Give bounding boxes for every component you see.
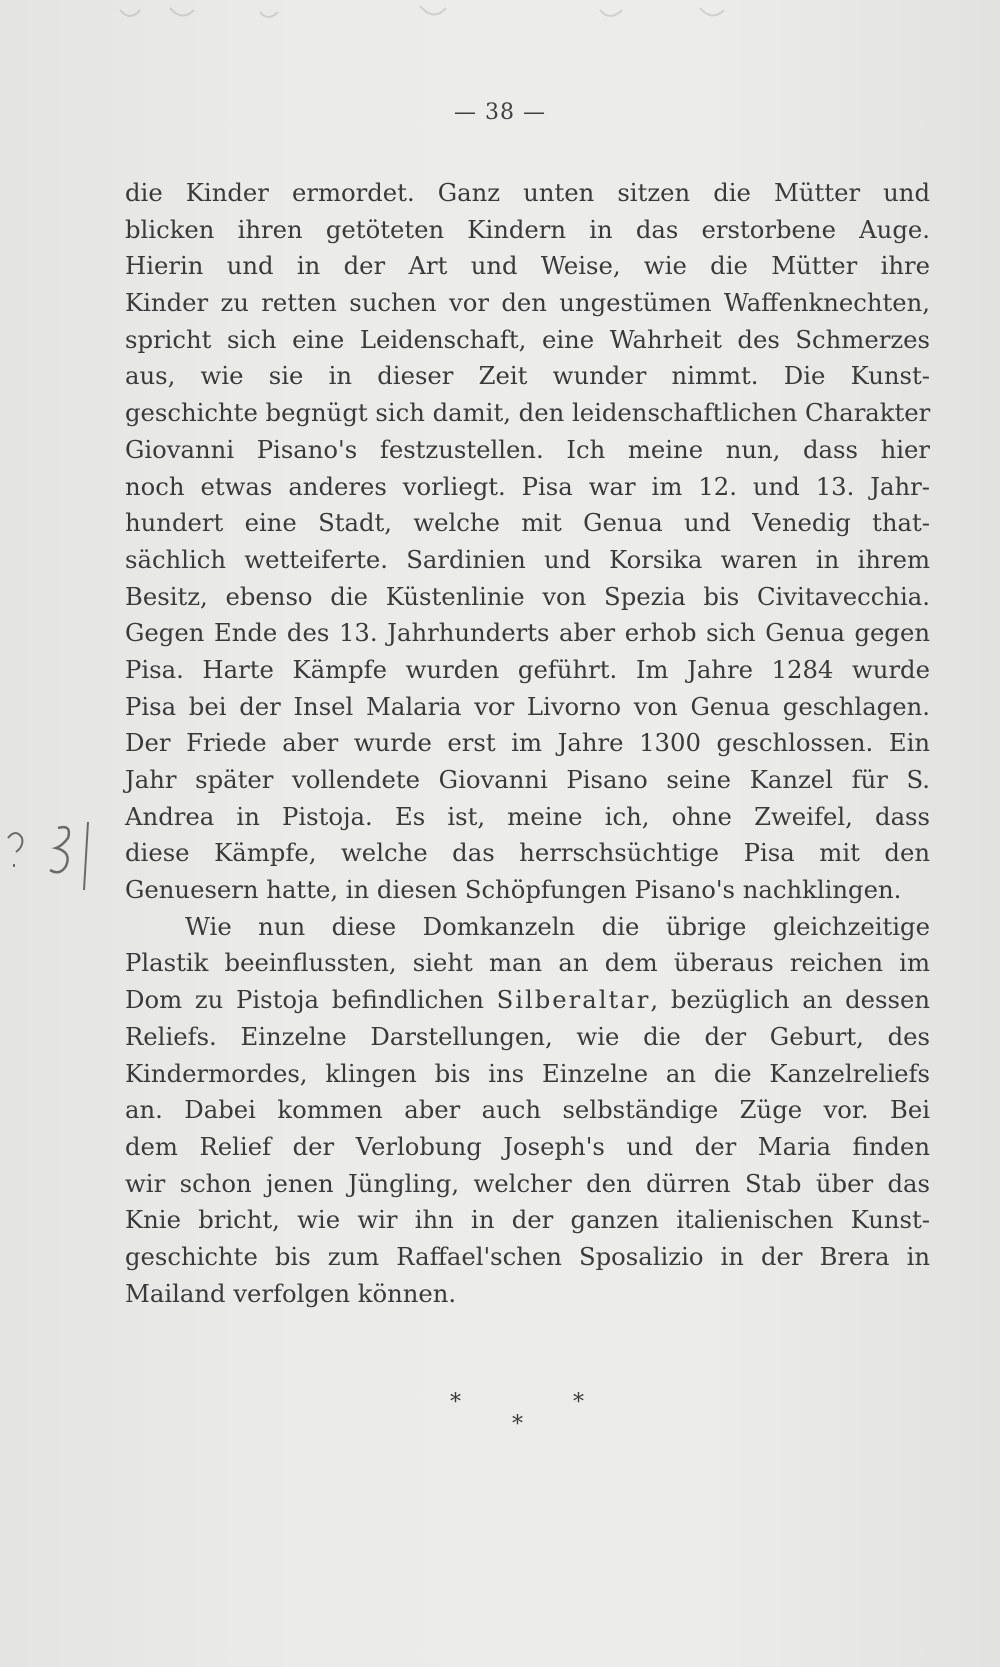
text-line: Andrea in Pistoja. Es ist, meine ich, ohne Zweifel, dass	[125, 801, 930, 831]
text-line: geschichte bis zum Raffael'schen Sposalizio in der Brera in	[125, 1241, 930, 1271]
asterisk: *	[450, 1390, 461, 1415]
text-line: Pisa bei der Insel Malaria vor Livorno von Genua geschlagen.	[125, 691, 930, 721]
text-line: Giovanni Pisano's festzustellen. Ich meine nun, dass hier	[125, 434, 930, 464]
text-line: spricht sich eine Leidenschaft, eine Wahrheit des Schmerzes	[125, 324, 930, 354]
text-line: die Kinder ermordet. Ganz unten sitzen die Mütter und	[125, 178, 930, 207]
text-line-silberaltar	[125, 982, 930, 1019]
text-fragment: Dom zu Pistoja befindlichen	[125, 985, 497, 1015]
text-line: sächlich wetteiferte. Sardinien und Korsika waren in ihrem	[125, 544, 930, 574]
paragraph-first-line: Wie nun diese Domkanzeln die übrige gleichzeitige	[185, 911, 930, 941]
text-line: Reliefs. Einzelne Darstellungen, wie die der Geburt, des	[125, 1021, 930, 1051]
asterisk: *	[573, 1390, 584, 1415]
text-line: Hierin und in der Art und Weise, wie die Mütter ihre	[125, 251, 930, 281]
asterisk: *	[512, 1412, 523, 1437]
text-line: Mailand verfolgen können.	[125, 1278, 457, 1308]
body-text	[125, 175, 930, 1312]
spaced-emphasis: Silberaltar	[496, 985, 651, 1015]
handwritten-margin-note	[0, 820, 110, 930]
text-line: Kinder zu retten suchen vor den ungestümen Waffenknechten,	[125, 288, 930, 318]
bleed-through-marks	[0, 0, 1000, 40]
text-line: diese Kämpfe, welche das herrschsüchtige Pisa mit den	[125, 838, 930, 868]
text-line: Gegen Ende des 13. Jahrhunderts aber erhob sich Genua gegen	[125, 618, 930, 648]
text-line: Pisa. Harte Kämpfe wurden geführt. Im Jahre 1284 wurde	[125, 654, 930, 684]
text-line: dem Relief der Verlobung Joseph's und der Maria finden	[125, 1131, 930, 1161]
text-line: hundert eine Stadt, welche mit Genua und Venedig that-	[125, 508, 930, 538]
text-line: Knie bricht, wie wir ihn in der ganzen italienischen Kunst-	[125, 1205, 930, 1235]
text-line: blicken ihren getöteten Kindern in das erstorbene Auge.	[125, 214, 930, 244]
page-number: — 38 —	[454, 100, 546, 125]
text-line: Plastik beeinflussten, sieht man an dem überaus reichen im	[125, 948, 930, 978]
text-line: geschichte begnügt sich damit, den leidenschaftlichen Charakter	[125, 398, 931, 428]
text-fragment: , bezüglich an dessen	[650, 985, 931, 1015]
text-line: Genuesern hatte, in diesen Schöpfungen Pisano's nachklingen.	[125, 875, 902, 905]
text-line: Der Friede aber wurde erst im Jahre 1300 geschlossen. Ein	[125, 728, 930, 758]
section-separator	[430, 1390, 610, 1440]
text-line: Besitz, ebenso die Küstenlinie von Spezia bis Civitavecchia.	[125, 581, 930, 611]
text-line: noch etwas anderes vorliegt. Pisa war im 12. und 13. Jahr-	[125, 471, 930, 501]
text-line: aus, wie sie in dieser Zeit wunder nimmt. Die Kunst-	[125, 361, 930, 391]
text-line: Kindermordes, klingen bis ins Einzelne an die Kanzelreliefs	[125, 1058, 930, 1088]
text-line: wir schon jenen Jüngling, welcher den dürren Stab über das	[125, 1168, 930, 1198]
text-line: an. Dabei kommen aber auch selbständige Züge vor. Bei	[125, 1095, 930, 1125]
text-line: Jahr später vollendete Giovanni Pisano seine Kanzel für S.	[125, 765, 930, 794]
